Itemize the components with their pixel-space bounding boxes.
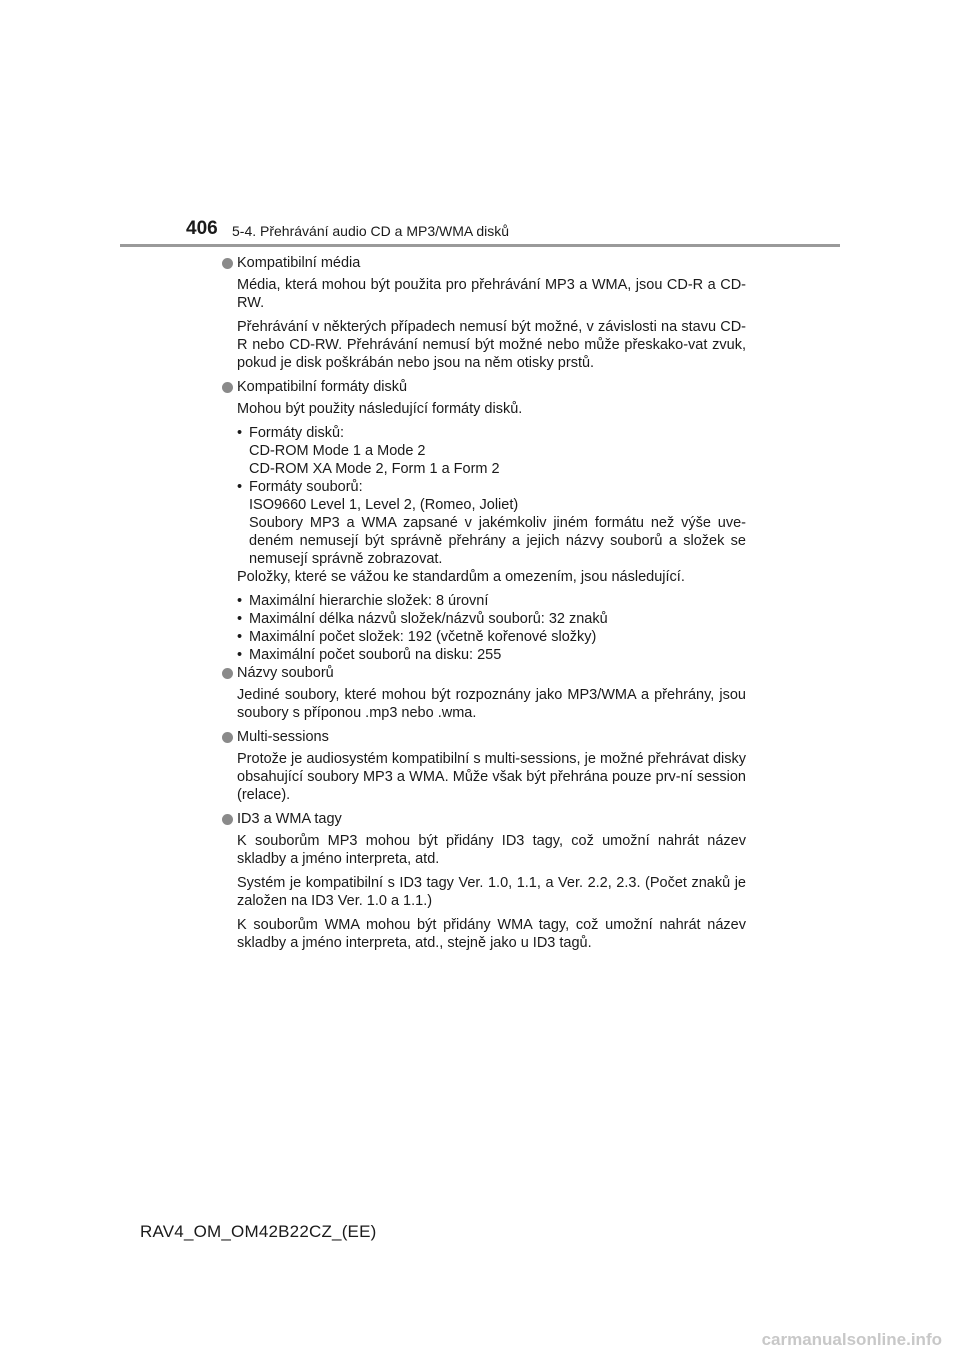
paragraph: Protože je audiosystém kompatibilní s multi-sessions, je možné přehrávat disky obsahující soubory MP3 a WMA. Může však být přehrána pouze prv-ní session (relace). <box>237 751 746 803</box>
page-number: 406 <box>186 218 218 239</box>
page-content <box>222 254 746 958</box>
paragraph: Systém je kompatibilní s ID3 tagy Ver. 1.0, 1.1, a Ver. 2.2, 2.3. (Počet znaků je založen na ID3 Ver. 1.0 a 1.1.) <box>237 875 746 909</box>
watermark: carmanualsonline.info <box>761 1330 942 1349</box>
document-code: RAV4_OM_OM42B22CZ_(EE) <box>140 1222 377 1241</box>
format-list <box>237 424 746 664</box>
header-divider <box>120 244 840 247</box>
paragraph: Mohou být použity následující formáty disků. <box>237 401 523 417</box>
section-heading-tags <box>222 810 746 828</box>
list-subline: ISO9660 Level 1, Level 2, (Romeo, Joliet) <box>249 497 519 513</box>
list-marker: • <box>237 425 243 441</box>
list-item: • Maximální délka názvů složek/názvů souborů: 32 znaků <box>237 611 608 627</box>
list-marker: • <box>237 611 243 627</box>
list-subline: CD-ROM Mode 1 a Mode 2 <box>249 443 426 459</box>
page-header <box>0 0 960 250</box>
section-heading-formats <box>222 378 746 396</box>
bullet-dot-icon <box>222 668 233 679</box>
section-heading-text: Multi-sessions <box>237 729 329 745</box>
paragraph: Jediné soubory, které mohou být rozpoznány jako MP3/WMA a přehrány, jsou soubory s příponou .mp3 nebo .wma. <box>237 687 746 721</box>
bullet-dot-icon <box>222 732 233 743</box>
section-heading-text: Kompatibilní média <box>237 255 361 271</box>
section-heading-text: Kompatibilní formáty disků <box>237 379 408 395</box>
limits-intro: Položky, které se vážou ke standardům a omezením, jsou následující. <box>237 569 685 585</box>
list-item: • Formáty souborů: <box>237 479 363 495</box>
bullet-dot-icon <box>222 814 233 825</box>
list-subline: CD-ROM XA Mode 2, Form 1 a Form 2 <box>249 461 500 477</box>
list-marker: • <box>237 647 243 663</box>
section-heading-text: Názvy souborů <box>237 665 334 681</box>
list-item: • Maximální hierarchie složek: 8 úrovní <box>237 593 489 609</box>
list-subline: Soubory MP3 a WMA zapsané v jakémkoliv jiném formátu než výše uve-deném nemusejí být správně přehrány a jejich názvy souborů a složek se nemusejí správně zobrazovat. <box>249 515 746 567</box>
list-item: • Maximální počet souborů na disku: 255 <box>237 647 502 663</box>
paragraph: K souborům MP3 mohou být přidány ID3 tagy, což umožní nahrát název skladby a jméno interpreta, atd. <box>237 833 746 867</box>
section-heading-multisession <box>222 728 746 746</box>
paragraph: K souborům WMA mohou být přidány WMA tagy, což umožní nahrát název skladby a jméno interpreta, atd., stejně jako u ID3 tagů. <box>237 917 746 951</box>
paragraph: Přehrávání v některých případech nemusí být možné, v závislosti na stavu CD-R nebo CD-RW. Přehrávání nemusí být možné nebo může přeskako-vat zvuk, pokud je disk poškrábán nebo jsou na něm otisky prstů. <box>237 319 746 371</box>
paragraph: Média, která mohou být použita pro přehrávání MP3 a WMA, jsou CD-R a CD-RW. <box>237 277 746 311</box>
section-heading-media <box>222 254 746 272</box>
list-marker: • <box>237 479 243 495</box>
list-marker: • <box>237 593 243 609</box>
section-title: 5-4. Přehrávání audio CD a MP3/WMA disků <box>232 223 510 239</box>
section-heading-text: ID3 a WMA tagy <box>237 811 342 827</box>
list-item: • Maximální počet složek: 192 (včetně kořenové složky) <box>237 629 597 645</box>
list-marker: • <box>237 629 243 645</box>
list-item: • Formáty disků: <box>237 425 345 441</box>
bullet-dot-icon <box>222 258 233 269</box>
bullet-dot-icon <box>222 382 233 393</box>
section-heading-filenames <box>222 664 746 682</box>
